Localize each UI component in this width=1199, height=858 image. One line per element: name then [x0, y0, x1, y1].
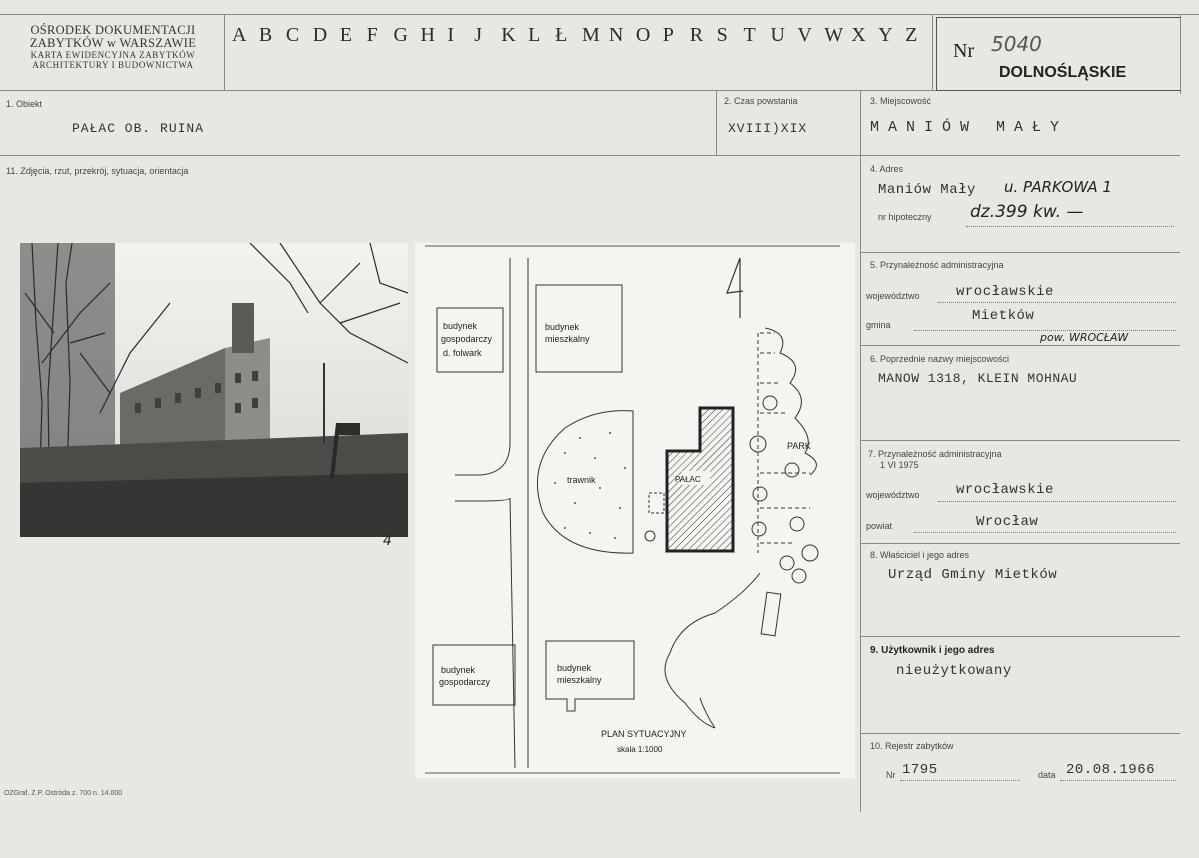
index-letter: D [312, 24, 328, 46]
przynaleznosc-label: 5. Przynależność administracyjna [870, 260, 1004, 270]
top-border [0, 14, 1199, 15]
label-farm-bottom-1: budynek [441, 665, 476, 675]
label-farm-bottom-2: gospodarczy [439, 677, 491, 687]
hipoteczny-handwritten: dz.399 kw. — [970, 202, 1084, 222]
index-letter: Y [878, 24, 893, 46]
czas-value: XVIII)XIX [728, 121, 808, 136]
label-residential-bottom-2: mieszkalny [557, 675, 602, 685]
adres-handwritten: u. PARKOWA 1 [1004, 178, 1112, 196]
index-letter: S [716, 24, 728, 46]
org-name-line1: OŚRODEK DOKUMENTACJI [30, 23, 196, 37]
org-name-line2: ZABYTKÓW w WARSZAWIE [29, 36, 197, 50]
powiat-dotted-line [914, 532, 1176, 533]
index-letter: T [743, 24, 756, 46]
wojewodztwo2-value: wrocławskie [956, 482, 1054, 498]
index-letter: L [528, 24, 541, 46]
nr-value: 5040 [991, 32, 1042, 56]
index-letter: Z [905, 24, 918, 46]
wojewodztwo-dotted-line [938, 302, 1176, 303]
plan-scale: skala 1:1000 [617, 745, 663, 754]
przynaleznosc-bottom-rule [860, 345, 1180, 346]
index-letter: A [232, 24, 247, 46]
index-letter: O [635, 24, 651, 46]
palace-photograph [20, 243, 408, 537]
print-info: OZGraf. Z.P. Ostróda z. 700 n. 14.000 [4, 790, 123, 797]
zdjecia-label: 11. Zdjęcia, rzut, przekrój, sytuacja, orientacja [6, 166, 189, 176]
index-letter: G [393, 24, 408, 46]
uzytkownik-label: 9. Użytkownik i jego adres [870, 645, 995, 656]
gmina-label: gmina [866, 320, 891, 330]
index-letter: R [689, 24, 704, 46]
index-letter: Ł [555, 24, 568, 46]
label-farm-building-3: d. folwark [443, 348, 482, 358]
rejestr-nr-dotted-line [900, 780, 1020, 781]
row1-divider-1 [716, 90, 717, 155]
uzytkownik-value: nieużytkowany [896, 663, 1012, 679]
label-farm-building-1: budynek [443, 321, 478, 331]
rejestr-nr-value: 1795 [902, 762, 938, 778]
index-letter: P [662, 24, 674, 46]
number-box [936, 17, 1181, 91]
cow [338, 423, 360, 435]
nr-label: Nr [953, 40, 975, 62]
uzytkownik-bottom-rule [860, 733, 1180, 734]
label-residential-top-1: budynek [545, 322, 580, 332]
header-divider-left [224, 14, 225, 90]
hipoteczny-dotted-line [966, 226, 1174, 227]
index-letter: B [258, 24, 273, 46]
plan-title: PLAN SYTUACYJNY [601, 729, 687, 739]
org-card-title-line1: KARTA EWIDENCYJNA ZABYTKÓW [30, 50, 196, 60]
index-letter: V [797, 24, 812, 46]
header-divider-right [932, 14, 933, 90]
powiat-handwritten: pow. WROCŁAW [1040, 331, 1129, 344]
wojewodztwo-value: wrocławskie [956, 284, 1054, 300]
index-letter: I [447, 24, 455, 46]
adres-label: 4. Adres [870, 164, 904, 174]
poprzednie-label: 6. Poprzednie nazwy miejscowości [870, 354, 1010, 364]
czas-label: 2. Czas powstania [724, 96, 798, 106]
przynaleznosc75-date: 1 VI 1975 [880, 460, 919, 470]
label-residential-bottom-1: budynek [557, 663, 592, 673]
rejestr-data-dotted-line [1060, 780, 1176, 781]
wojewodztwo-label: województwo [866, 291, 920, 301]
rejestr-nr-label: Nr [886, 770, 896, 780]
index-letter: J [474, 24, 483, 46]
adres-value: Maniów Mały [878, 182, 976, 198]
wlasciciel-value: Urząd Gminy Mietków [888, 567, 1058, 583]
powiat-value: Wrocław [976, 514, 1039, 530]
photo-corner-mark: 4 [383, 533, 392, 549]
row1-bottom-rule [0, 155, 1180, 156]
index-letter: N [608, 24, 624, 46]
index-letter: U [770, 24, 785, 46]
powiat-label: powiat [866, 521, 893, 531]
przynaleznosc75-bottom-rule [860, 543, 1180, 544]
index-letter: H [420, 24, 435, 46]
index-letter: E [339, 24, 352, 46]
site-plan [415, 243, 855, 778]
obiekt-value: PAŁAC OB. RUINA [72, 121, 205, 136]
wojewodztwo2-label: województwo [866, 490, 920, 500]
label-lawn: trawnik [567, 475, 596, 485]
poprzednie-value: MANOW 1318, KLEIN MOHNAU [878, 371, 1078, 386]
label-palace: PAŁAC [675, 475, 701, 484]
gmina-value: Mietków [972, 308, 1035, 324]
miejscowosc-value: MANIÓW MAŁY [870, 119, 1069, 136]
label-residential-top-2: mieszkalny [545, 334, 590, 344]
przynaleznosc75-label: 7. Przynależność administracyjna [868, 449, 1002, 459]
label-park: PARK [787, 441, 811, 451]
index-letter: X [851, 24, 866, 46]
ruined-tower [232, 303, 254, 353]
poprzednie-bottom-rule [860, 440, 1180, 441]
rejestr-data-value: 20.08.1966 [1066, 762, 1156, 778]
miejscowosc-label: 3. Miejscowość [870, 96, 932, 106]
hipoteczny-label: nr hipoteczny [878, 212, 932, 222]
adres-bottom-rule [860, 252, 1180, 253]
wlasciciel-bottom-rule [860, 636, 1180, 637]
wojewodztwo2-dotted-line [938, 501, 1176, 502]
region-stamp: DOLNOŚLĄSKIE [999, 64, 1127, 81]
index-letter: F [366, 24, 378, 46]
index-letter: K [501, 24, 516, 46]
index-letter: C [285, 24, 300, 46]
index-letter: M [582, 24, 600, 46]
rejestr-data-label: data [1038, 770, 1056, 780]
index-letter: W [824, 24, 844, 46]
right-column-divider [860, 90, 861, 812]
org-block [4, 24, 222, 70]
wlasciciel-label: 8. Właściciel i jego adres [870, 550, 970, 560]
obiekt-label: 1. Obiekt [6, 99, 43, 109]
rejestr-label: 10. Rejestr zabytków [870, 741, 954, 751]
label-farm-building-2: gospodarczy [441, 334, 493, 344]
org-card-title-line2: ARCHITEKTURY I BUDOWNICTWA [32, 60, 194, 70]
